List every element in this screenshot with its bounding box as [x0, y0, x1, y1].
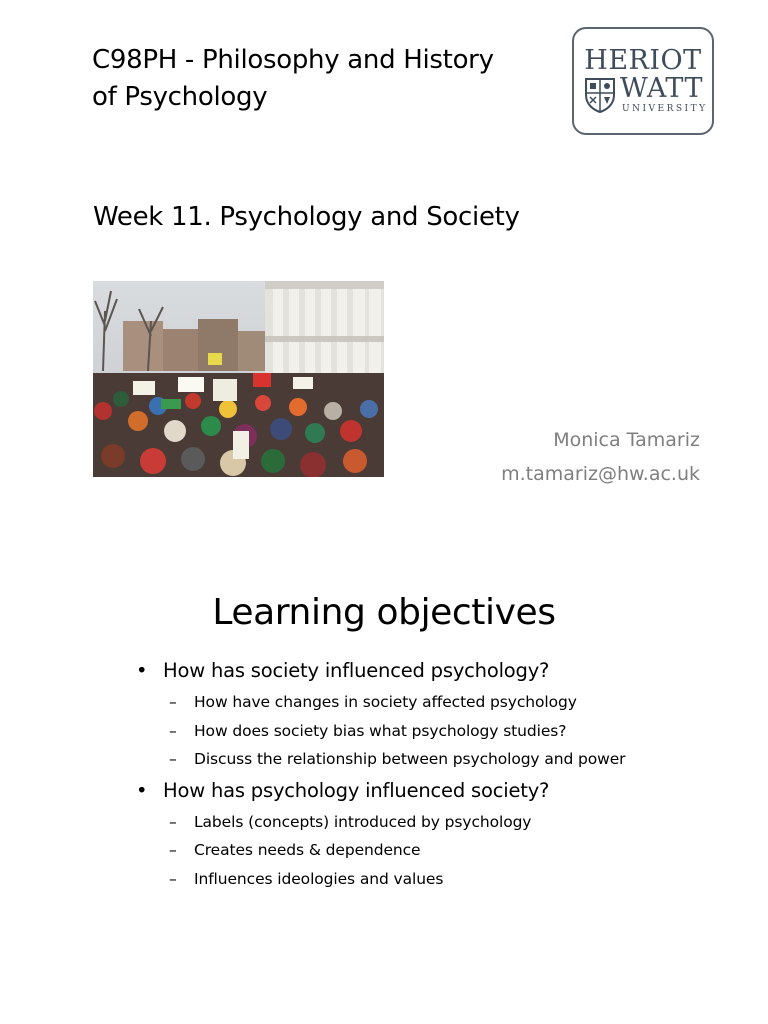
sub-objective-text: Creates needs & dependence: [194, 841, 421, 859]
sub-objectives: [136, 688, 696, 774]
sub-objective-text: Discuss the relationship between psychology and power: [194, 750, 626, 768]
bullet-icon: •: [136, 659, 148, 682]
sub-objective-item: [136, 808, 696, 837]
sub-objective-item: [136, 865, 696, 894]
dash-icon: –: [169, 721, 177, 740]
dash-icon: –: [169, 812, 177, 831]
objective-text: How has psychology influenced society?: [163, 778, 550, 802]
sub-objective-item: [136, 745, 696, 774]
sub-objective-item: [136, 717, 696, 746]
dash-icon: –: [169, 750, 177, 768]
sub-objective-text: How have changes in society affected psychology: [194, 693, 577, 711]
course-title: [92, 42, 532, 116]
author-block: [501, 423, 700, 491]
crest-icon: [584, 77, 616, 113]
logo-text-university: UNIVERSITY: [622, 104, 708, 114]
week-title: Week 11. Psychology and Society: [93, 202, 520, 232]
logo-text-heriot: HERIOT: [584, 45, 702, 76]
protest-crowd-photo: [93, 281, 384, 477]
course-title-line1: C98PH - Philosophy and History: [92, 45, 494, 75]
dash-icon: –: [169, 841, 177, 859]
objective-item: [136, 656, 696, 686]
sub-objective-text: Influences ideologies and values: [194, 869, 444, 888]
course-title-line2: of Psychology: [92, 82, 268, 112]
logo-text-watt: WATT: [620, 73, 703, 104]
objectives-list: [136, 656, 696, 895]
sub-objective-item: [136, 688, 696, 717]
sub-objectives: [136, 808, 696, 894]
objective-text: How has society influenced psychology?: [163, 659, 550, 682]
objective-item: [136, 776, 696, 806]
dash-icon: –: [169, 869, 177, 888]
photo-illustration: [93, 281, 384, 477]
sub-objective-text: Labels (concepts) introduced by psychology: [194, 812, 532, 831]
author-name: Monica Tamariz: [553, 429, 700, 451]
heriot-watt-logo: [572, 27, 714, 135]
sub-objective-text: How does society bias what psychology studies?: [194, 721, 567, 740]
sub-objective-item: [136, 836, 696, 865]
author-email: m.tamariz@hw.ac.uk: [501, 463, 700, 485]
dash-icon: –: [169, 693, 177, 711]
bullet-icon: •: [136, 778, 148, 802]
learning-objectives-heading: Learning objectives: [212, 592, 556, 633]
